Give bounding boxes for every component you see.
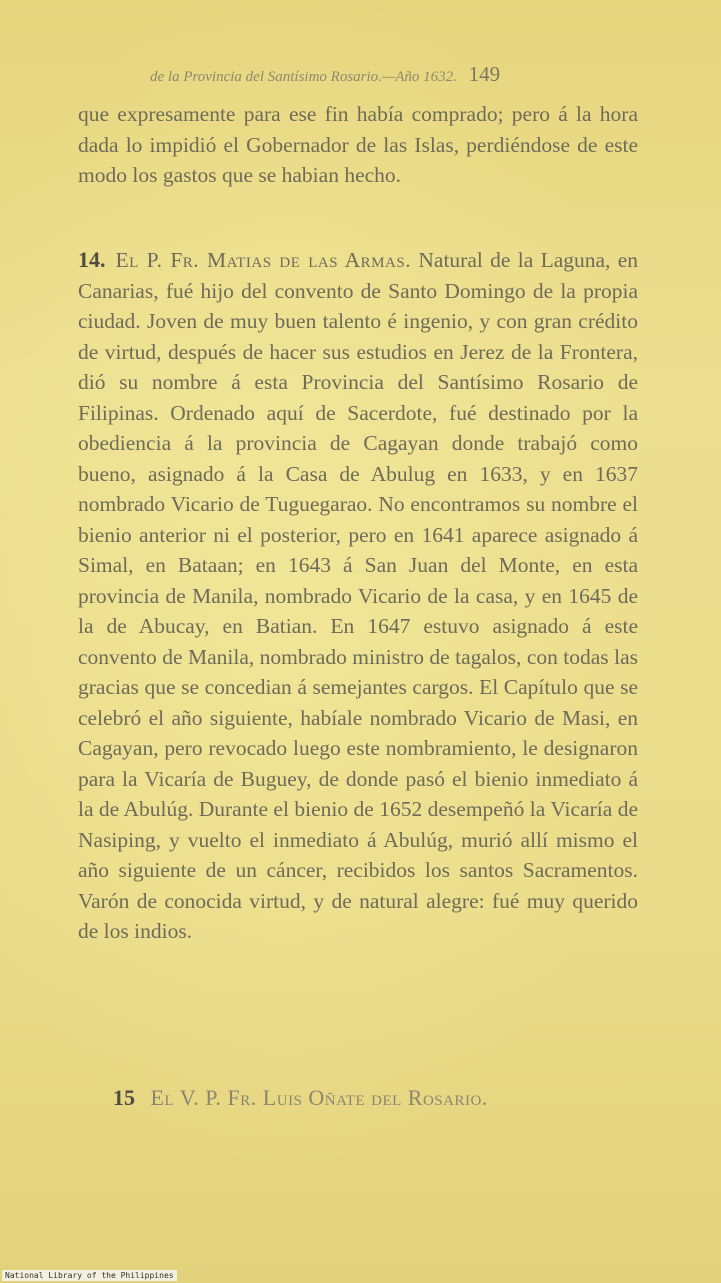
entry-15-heading — [113, 1085, 643, 1111]
running-title: de la Provincia del Santísimo Rosario.—Año 1632. — [150, 69, 457, 85]
entry-14-paragraph — [78, 245, 638, 947]
page-number: 149 — [468, 62, 501, 86]
entry-15-name: El V. P. Fr. Luis Oñate del Rosario. — [150, 1085, 488, 1110]
entry-15-number: 15 — [113, 1085, 135, 1110]
entry-14-number: 14. — [78, 247, 106, 272]
continued-paragraph — [78, 99, 638, 191]
entry-14 — [78, 245, 638, 947]
continued-paragraph-text: que expresamente para ese fin había comprado; pero á la hora dada lo impidió el Gobernador de las Islas, perdiéndose de este modo los gastos que se habian hecho. — [78, 102, 638, 187]
library-credit: National Library of the Philippines — [2, 1270, 177, 1281]
entry-14-name: El P. Fr. Matias de las Armas. — [115, 248, 412, 272]
entry-14-text: Natural de la Laguna, en Canarias, fué hijo del convento de Santo Domingo de la propia ciudad. Joven de muy buen talento é ingenio, y con gran crédito de virtud, después de hacer sus estudios en Jerez de la Frontera, dió su nombre á esta Provincia del Santísimo Rosario de Filipinas. Ordenado aquí de Sacerdote, fué destinado por la obediencia á la provincia de Cagayan donde trabajó como bueno, asignado á la Casa de Abulug en 1633, y en 1637 nombrado Vicario de Tuguegarao. No encontramos su nombre el bienio anterior ni el posterior, pero en 1641 aparece asignado á Simal, en Bataan; en 1643 á San Juan del Monte, en esta provincia de Manila, nombrado Vicario de la casa, y en 1645 de la de Abucay, en Batian. En 1647 estuvo asignado á este convento de Manila, nombrado ministro de tagalos, con todas las gracias que se concedian á semejantes cargos. El Capítulo que se celebró el año siguiente, habíale nombrado Vicario de Masi, en Cagayan, pero revocado luego este nombramiento, le designaron para la Vicaría de Buguey, de donde pasó el bienio inmediato á la de Abulúg. Durante el bienio de 1652 desempeñó la Vicaría de Nasiping, y vuelto el inmediato á Abulúg, murió allí mismo el año siguiente de un cáncer, recibidos los santos Sacramentos. Varón de conocida virtud, y de natural alegre: fué muy querido de los indios. — [78, 248, 639, 943]
running-head — [150, 62, 620, 87]
